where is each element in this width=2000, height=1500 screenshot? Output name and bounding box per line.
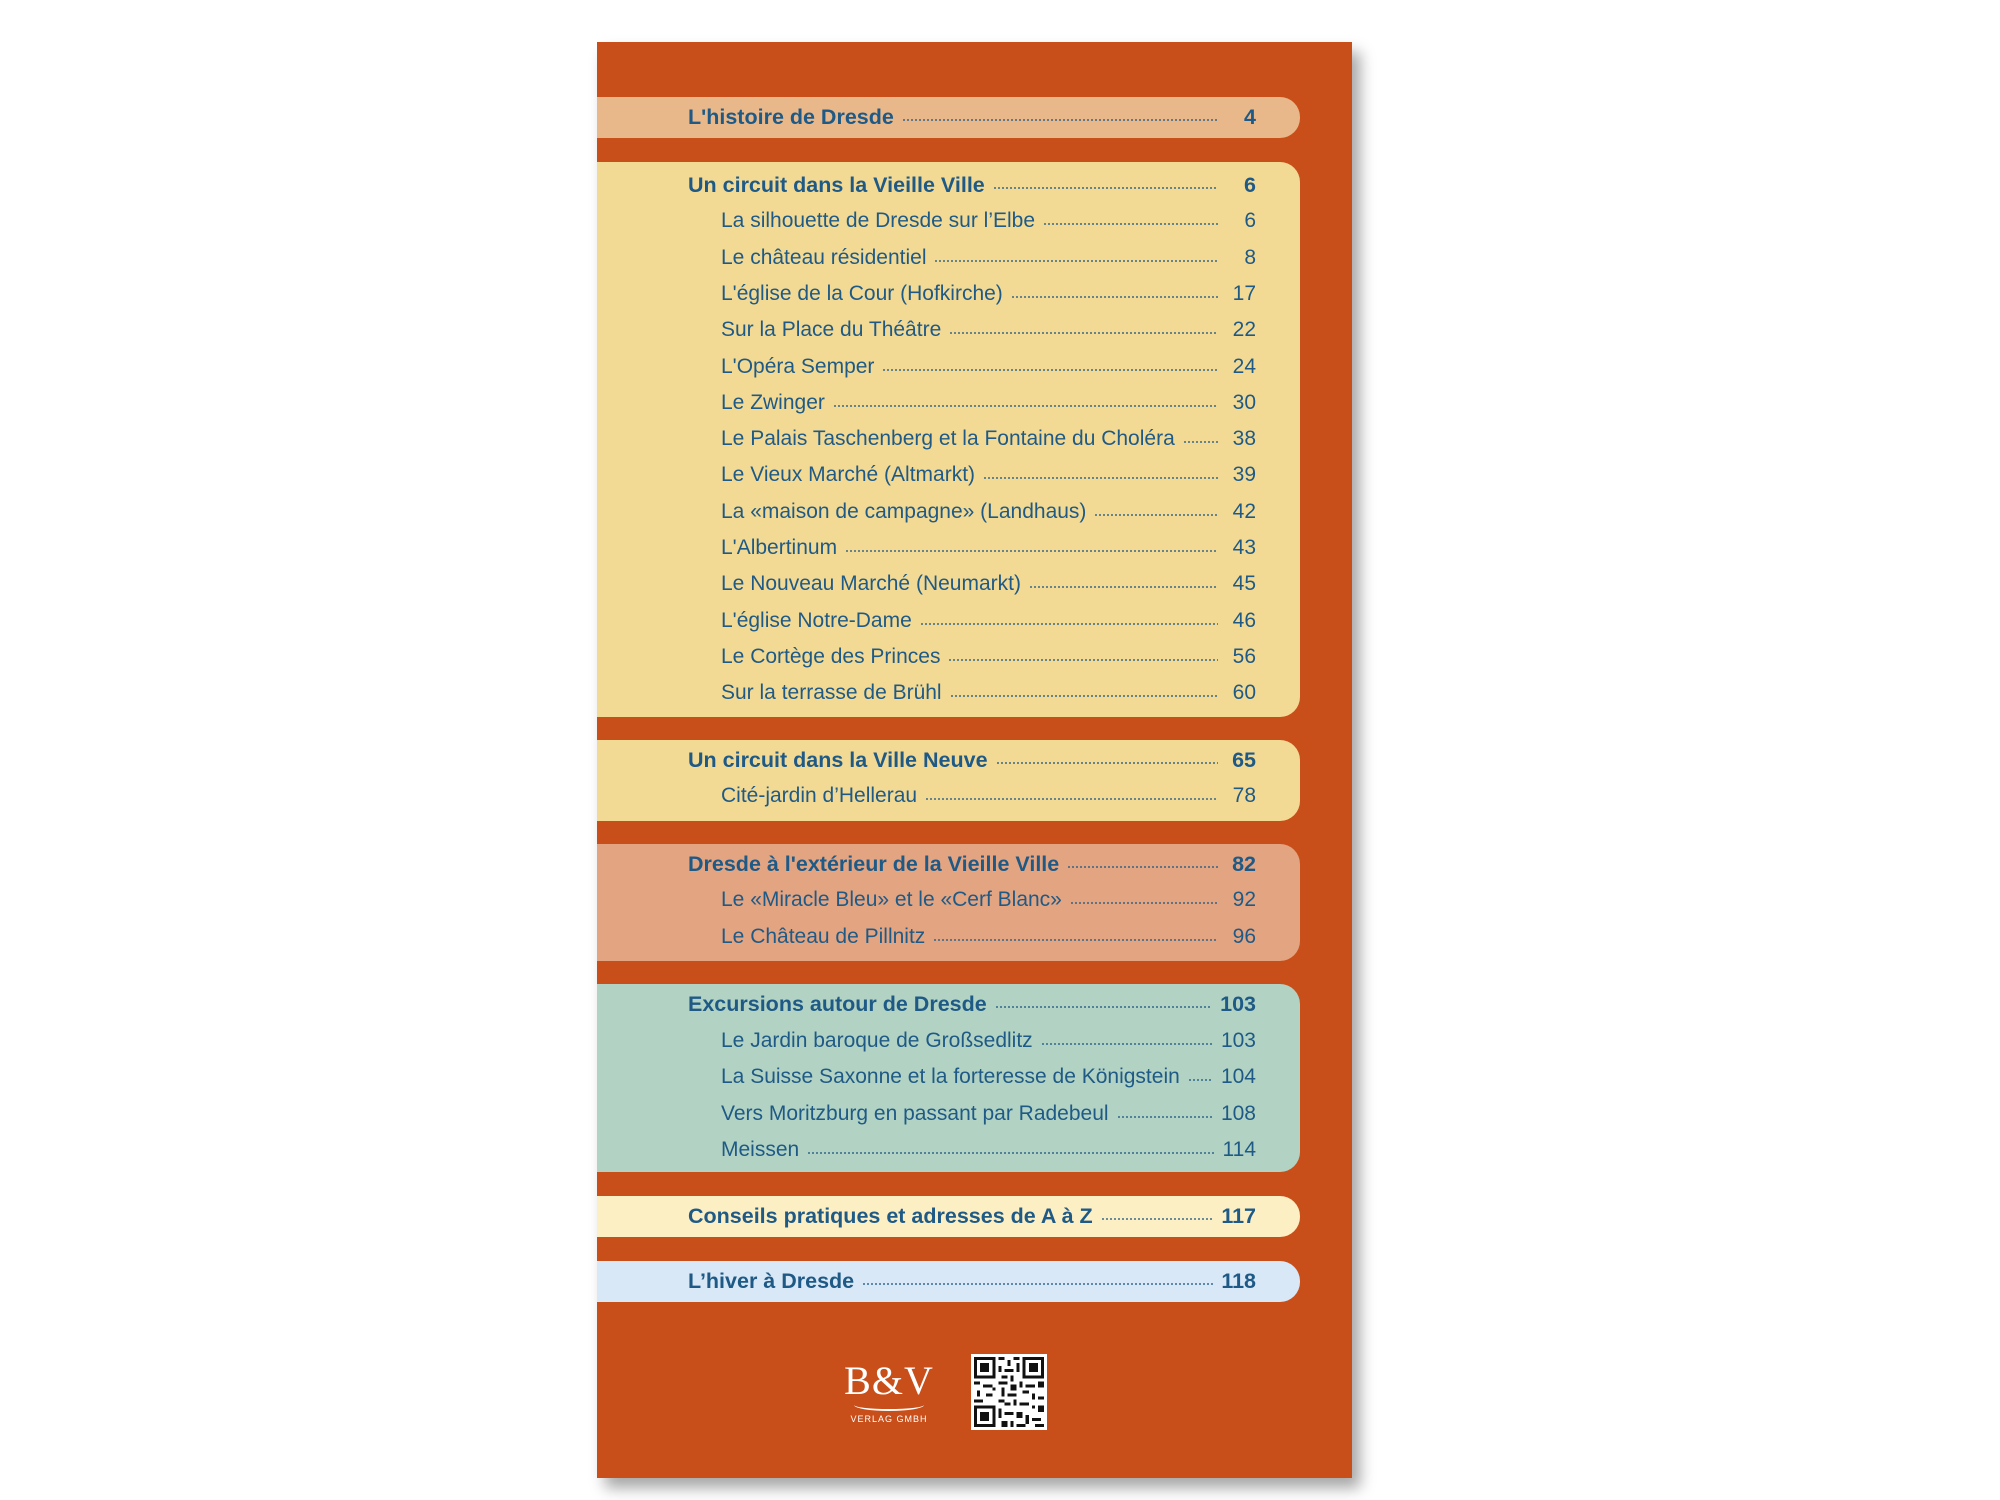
dot-leader	[920, 623, 1218, 625]
dot-leader	[925, 798, 1218, 800]
toc-entry-title: Sur la terrasse de Brühl	[721, 681, 942, 705]
toc-section-winter	[597, 1261, 1300, 1302]
toc-page-number: 17	[1232, 281, 1256, 305]
toc-entry-row[interactable]	[597, 351, 1300, 383]
toc-page-number: 42	[1232, 499, 1256, 523]
toc-page-number: 78	[1232, 784, 1256, 807]
dot-leader	[950, 695, 1218, 697]
dot-leader	[1101, 1218, 1214, 1220]
toc-page-number: 108	[1220, 1101, 1256, 1125]
toc-entry-title: Le Château de Pillnitz	[721, 924, 926, 948]
toc-page-number: 6	[1244, 209, 1256, 233]
toc-entry-row[interactable]	[597, 1098, 1300, 1130]
dot-leader	[902, 119, 1218, 121]
toc-back-cover	[597, 42, 1352, 1478]
toc-entry-title: L'Opéra Semper	[721, 354, 875, 378]
toc-entry-row[interactable]	[597, 605, 1300, 637]
toc-entry-title: Le Cortège des Princes	[721, 644, 941, 668]
dot-leader	[845, 550, 1218, 552]
toc-entry-title: Vers Moritzburg en passant par Radebeul	[721, 1101, 1109, 1125]
toc-page-number: 118	[1221, 1268, 1256, 1293]
toc-page-number: 60	[1232, 681, 1256, 705]
toc-heading-row[interactable]	[597, 101, 1300, 133]
dot-leader	[862, 1283, 1213, 1285]
toc-page-number: 24	[1232, 354, 1256, 378]
toc-heading-row[interactable]	[597, 988, 1300, 1020]
toc-page-number: 103	[1220, 1028, 1256, 1052]
toc-page-number: 114	[1222, 1138, 1256, 1161]
toc-entry-row[interactable]	[597, 641, 1300, 673]
toc-entry-title: Le Palais Taschenberg et la Fontaine du Choléra	[721, 427, 1175, 451]
dot-leader	[807, 1152, 1214, 1154]
toc-entry-row[interactable]	[597, 884, 1300, 916]
toc-entry-row[interactable]	[597, 677, 1300, 709]
toc-entry-title: Cité-jardin d’Hellerau	[721, 784, 918, 807]
toc-entry-title: Le «Miracle Bleu» et le «Cerf Blanc»	[721, 888, 1062, 911]
toc-entry-row[interactable]	[597, 1134, 1300, 1166]
dot-leader	[1070, 902, 1218, 904]
dot-leader	[995, 1006, 1212, 1008]
toc-page-number: 56	[1232, 644, 1256, 668]
toc-entry-row[interactable]	[597, 1025, 1300, 1057]
dot-leader	[934, 260, 1218, 262]
toc-page-number: 103	[1220, 991, 1256, 1016]
toc-section-outside-old-town	[597, 844, 1300, 961]
toc-page-number: 30	[1232, 390, 1256, 414]
toc-page-number: 4	[1244, 104, 1256, 129]
toc-entry-title: Le Zwinger	[721, 390, 825, 414]
dot-leader	[1183, 441, 1218, 443]
toc-page-number: 43	[1232, 536, 1256, 559]
toc-entry-title: La silhouette de Dresde sur l’Elbe	[721, 209, 1036, 233]
dot-leader	[933, 939, 1218, 941]
toc-page-number: 104	[1220, 1065, 1256, 1088]
toc-section-new-town	[597, 740, 1300, 821]
toc-entry-row[interactable]	[597, 278, 1300, 310]
toc-page-number: 92	[1232, 888, 1256, 911]
qr-code-icon	[971, 1354, 1047, 1430]
toc-entry-row[interactable]	[597, 780, 1300, 812]
dot-leader	[882, 369, 1218, 371]
toc-entry-title: Le Vieux Marché (Altmarkt)	[721, 463, 976, 487]
toc-entry-title: Meissen	[721, 1138, 800, 1161]
toc-entry-row[interactable]	[597, 568, 1300, 600]
toc-heading-row[interactable]	[597, 1265, 1300, 1297]
dot-leader	[1117, 1116, 1213, 1118]
toc-section-excursions	[597, 984, 1300, 1172]
dot-leader	[1029, 586, 1218, 588]
toc-entry-title: L'Albertinum	[721, 536, 838, 559]
toc-heading-title: Un circuit dans la Vieille Ville	[688, 172, 985, 197]
toc-entry-row[interactable]	[597, 459, 1300, 491]
toc-heading-title: L’hiver à Dresde	[688, 1268, 855, 1293]
toc-heading-row[interactable]	[597, 848, 1300, 880]
dot-leader	[949, 332, 1218, 334]
toc-page-number: 96	[1232, 924, 1256, 948]
toc-page-number: 38	[1232, 427, 1256, 451]
toc-page-number: 39	[1232, 463, 1256, 487]
toc-entry-row[interactable]	[597, 242, 1300, 274]
toc-entry-title: La Suisse Saxonne et la forteresse de Königstein	[721, 1065, 1180, 1088]
dot-leader	[948, 659, 1218, 661]
dot-leader	[983, 477, 1218, 479]
dot-leader	[1041, 1043, 1213, 1045]
dot-leader	[993, 187, 1218, 189]
toc-entry-title: Sur la Place du Théâtre	[721, 318, 942, 342]
toc-entry-title: La «maison de campagne» (Landhaus)	[721, 499, 1087, 523]
toc-entry-row[interactable]	[597, 496, 1300, 528]
toc-page-number: 46	[1232, 608, 1256, 632]
qr-code-graphic	[971, 1354, 1047, 1430]
toc-heading-title: L'histoire de Dresde	[688, 104, 894, 129]
dot-leader	[996, 762, 1218, 764]
toc-heading-row[interactable]	[597, 1200, 1300, 1232]
toc-page-number: 117	[1221, 1203, 1256, 1228]
toc-entry-row[interactable]	[597, 387, 1300, 419]
toc-entry-row[interactable]	[597, 314, 1300, 346]
toc-entry-row[interactable]	[597, 423, 1300, 455]
toc-page-number: 82	[1232, 851, 1256, 876]
toc-page-number: 65	[1232, 747, 1256, 772]
toc-page-number: 6	[1244, 172, 1256, 197]
toc-entry-title: L'église de la Cour (Hofkirche)	[721, 281, 1003, 305]
dot-leader	[1094, 514, 1218, 516]
dot-leader	[1043, 223, 1218, 225]
toc-entry-title: Le Nouveau Marché (Neumarkt)	[721, 572, 1021, 596]
toc-entry-title: Le Jardin baroque de Großsedlitz	[721, 1028, 1033, 1052]
toc-heading-title: Un circuit dans la Ville Neuve	[688, 747, 988, 772]
toc-section-practical-tips	[597, 1196, 1300, 1237]
publisher-mark: B&V	[844, 1358, 934, 1403]
toc-heading-row[interactable]	[597, 744, 1300, 776]
toc-entry-row[interactable]	[597, 532, 1300, 564]
toc-page-number: 22	[1232, 318, 1256, 342]
toc-page-number: 8	[1244, 245, 1256, 269]
dot-leader	[1011, 296, 1218, 298]
dot-leader	[1067, 866, 1218, 868]
toc-section-history	[597, 97, 1300, 138]
dot-leader	[1188, 1079, 1213, 1081]
toc-heading-row[interactable]	[597, 169, 1300, 201]
toc-entry-row[interactable]	[597, 205, 1300, 237]
toc-page-number: 45	[1232, 572, 1256, 596]
dot-leader	[833, 405, 1218, 407]
toc-entry-title: Le château résidentiel	[721, 245, 927, 269]
toc-heading-title: Conseils pratiques et adresses de A à Z	[688, 1203, 1093, 1228]
toc-heading-title: Dresde à l'extérieur de la Vieille Ville	[688, 851, 1060, 876]
toc-entry-row[interactable]	[597, 921, 1300, 953]
toc-section-old-town	[597, 162, 1300, 717]
publisher-tagline: VERLAG GMBH	[850, 1414, 928, 1424]
toc-heading-title: Excursions autour de Dresde	[688, 991, 987, 1016]
publisher-logo	[843, 1359, 935, 1431]
toc-entry-row[interactable]	[597, 1061, 1300, 1093]
toc-entry-title: L'église Notre-Dame	[721, 608, 912, 632]
